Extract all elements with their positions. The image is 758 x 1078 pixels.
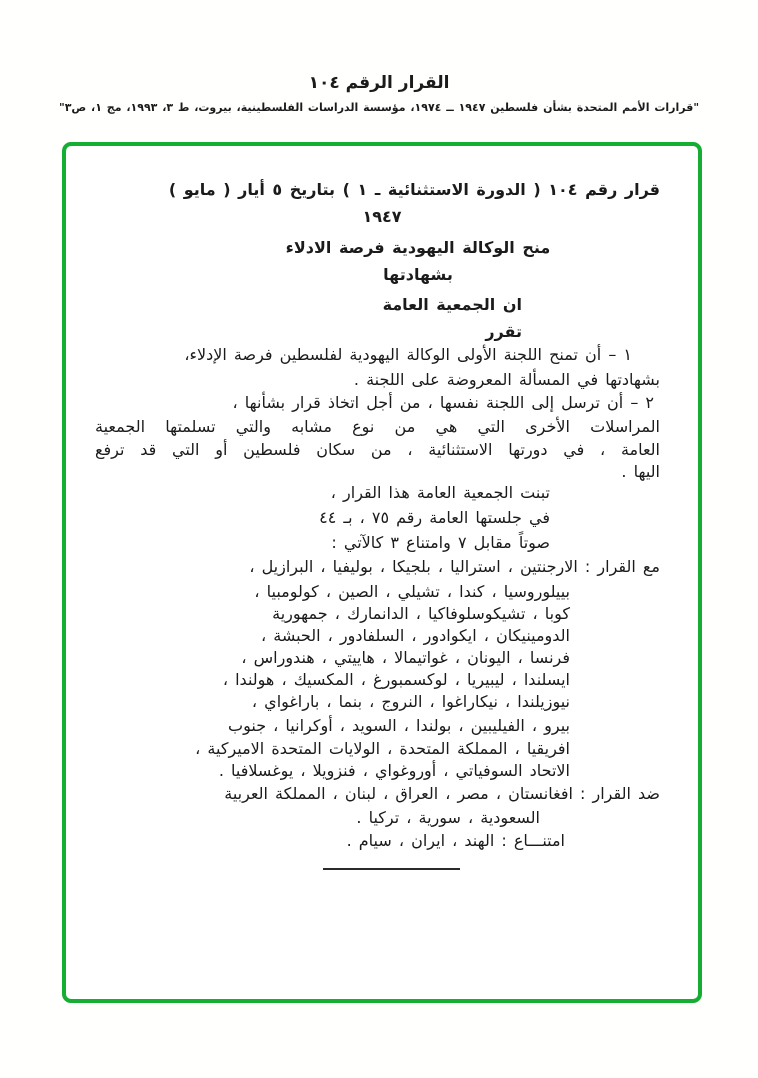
vote-against-line: السعودية ، سورية ، تركيا . (356, 808, 540, 827)
adoption-note-line: في جلستها العامة رقم ٧٥ ، بـ ٤٤ (319, 508, 550, 527)
resolution-subject-line-1: منح الوكالة اليهودية فرصة الادلاء (285, 238, 551, 257)
vote-with-line: مع القرار : الارجنتين ، استراليا ، بلجيكا ، بوليفيا ، البرازيل ، (249, 557, 660, 576)
clause-2-line: اليها . (621, 462, 660, 481)
vote-with-line: نيوزيلندا ، نيكاراغوا ، النروج ، بنما ، باراغواي ، (251, 692, 570, 711)
clause-2-line: العامة ، في دورتها الاستثنائية ، من سكان فلسطين أو التي قد ترفع (95, 440, 660, 459)
source-citation: "قرارات الأمم المتحدة بشأن فلسطين ١٩٤٧ ــ ١٩٧٤، مؤسسة الدراسات الفلسطينية، بيروت، ط ٣، ١٩٩٣، مج ١، ص٣" (58, 101, 700, 114)
vote-with-line: فرنسا ، اليونان ، غواتيمالا ، هاييتي ، هندوراس ، (241, 648, 570, 667)
vote-abstain-line: امتنـــاع : الهند ، ايران ، سيام . (346, 831, 565, 850)
vote-with-line: الاتحاد السوفياتي ، أوروغواي ، فنزويلا ، يوغسلافيا . (218, 761, 570, 780)
clause-2-line: ٢ – أن ترسل إلى اللجنة نفسها ، من أجل اتخاذ قرار بشأنها ، (232, 393, 654, 412)
resolution-title-year: ١٩٤٧ (362, 207, 402, 226)
clause-2-line: المراسلات الأخرى التي هي من نوع مشابه والتي تسلمتها الجمعية (95, 417, 660, 436)
vote-with-line: بيرو ، الفيليبين ، بولندا ، السويد ، أوكرانيا ، جنوب (228, 716, 570, 735)
preamble-heading: ان الجمعية العامة (382, 295, 522, 314)
clause-1-line: ١ – أن تمنح اللجنة الأولى الوكالة اليهودية لفلسطين فرصة الإدلاء، (184, 345, 632, 364)
vote-with-line: الدومينيكان ، ايكوادور ، السلفادور ، الحبشة ، (260, 626, 570, 645)
vote-with-line: كوبا ، تشيكوسلوفاكيا ، الدانمارك ، جمهورية (272, 604, 570, 623)
decides-heading: تقرر (485, 322, 522, 341)
vote-with-line: ايسلندا ، ليبيريا ، لوكسمبورغ ، المكسيك ، هولندا ، (222, 670, 570, 689)
vote-against-line: ضد القرار : افغانستان ، مصر ، العراق ، لبنان ، المملكة العربية (224, 784, 660, 803)
adoption-note-line: صوتاً مقابل ٧ وامتناع ٣ كالآتي : (331, 533, 550, 552)
page-header-title: القرار الرقم ١٠٤ (308, 73, 450, 93)
resolution-title-line-1: قرار رقم ١٠٤ ( الدورة الاستثنائية ـ ١ ) بتاريخ ٥ أيار ( مايو ) (168, 180, 660, 199)
vote-with-line: افريقيا ، المملكة المتحدة ، الولايات المتحدة الاميركية ، (195, 739, 570, 758)
adoption-note-line: تبنت الجمعية العامة هذا القرار ، (330, 483, 550, 502)
document-frame (62, 142, 702, 1003)
clause-1-line: بشهادتها في المسألة المعروضة على اللجنة . (353, 370, 660, 389)
vote-with-line: بييلوروسيا ، كندا ، تشيلي ، الصين ، كولومبيا ، (254, 582, 570, 601)
resolution-subject-line-2: بشهادتها (383, 265, 453, 284)
end-divider-rule (323, 868, 460, 870)
